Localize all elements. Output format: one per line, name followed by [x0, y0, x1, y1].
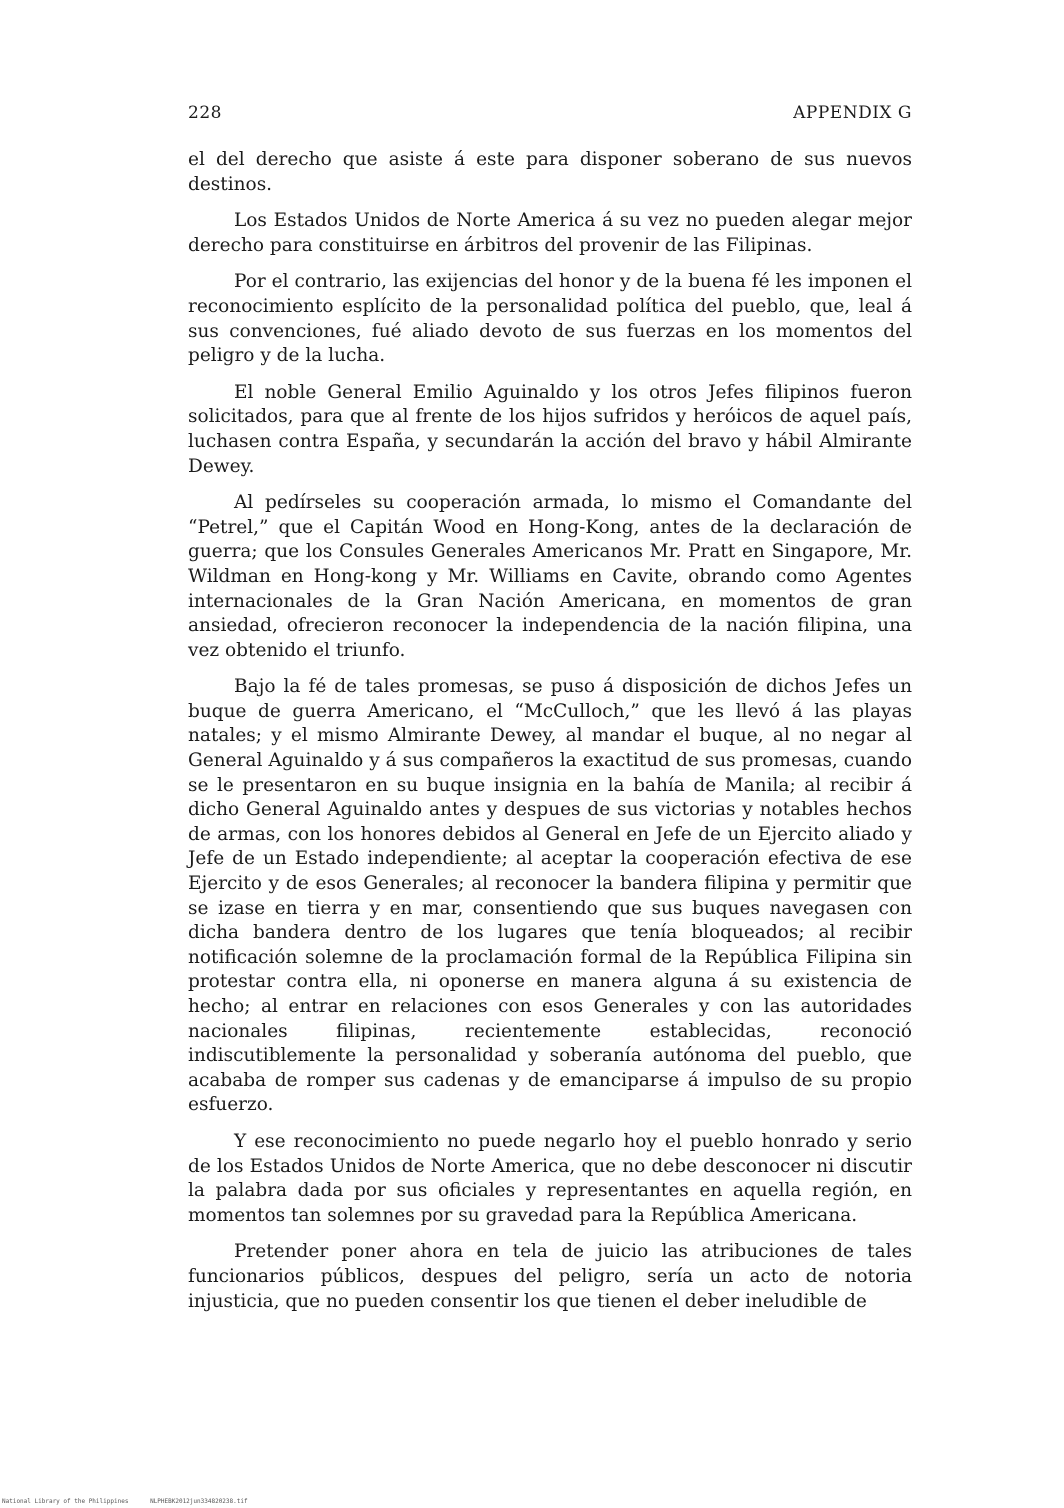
paragraph: Al pedírseles su cooperación armada, lo mismo el Comandante del “Petrel,” que el Capitán Wood en Hong-Kong, antes de la declaración de guerra; que los Consules Generales Americanos Mr. Pratt en Singapore, Mr. Wildman en Hong-kong y Mr. Williams en Cavite, obrando como Agentes internacionales de la Gran Nación Americana, en momentos de gran ansiedad, ofrecieron reconocer la independencia de la nación filipina, una vez obtenido el triunfo.	[188, 492, 912, 661]
paragraph: Y ese reconocimiento no puede negarlo hoy el pueblo honrado y serio de los Estados Unidos de Norte America, que no debe desconocer ni discutir la palabra dada por sus oficiales y representantes en aquella región, en momentos tan solemnes por su gravedad para la República Americana.	[188, 1130, 912, 1226]
paragraph: Por el contrario, las exijencias del honor y de la buena fé les imponen el reconocimiento esplícito de la personalidad política del pueblo, que, leal á sus convenciones, fué aliado devoto de sus fuerzas en los momentos del peligro y de la lucha.	[188, 271, 912, 367]
paragraph: el del derecho que asiste á este para disponer soberano de sus nuevos destinos.	[188, 149, 912, 195]
paragraph: Bajo la fé de tales promesas, se puso á disposición de dichos Jefes un buque de guerra Americano, el “McCulloch,” que les llevó á las playas natales; y el mismo Almirante Dewey, al mandar el buque, al no negar al General Aguinaldo y á sus compañeros la exactitud de sus promesas, cuando se le presentaron en su buque insignia en la bahía de Manila; al recibir á dicho General Aguinaldo antes y despues de sus victorias y notables hechos de armas, con los honores debidos al General en Jefe de un Ejercito aliado y Jefe de un Estado independiente; al aceptar la cooperación efectiva de ese Ejercito y de esos Generales; al reconocer la bandera filipina y permitir que se izase en tierra y en mar, consentiendo que sus buques navegasen con dicha bandera dentro de los lugares que tenía bloqueados; al recibir notificación solemne de la proclamación formal de la República Filipina sin protestar contra ella, ni oponerse en manera alguna á su existencia de hecho; al entrar en relaciones con esos Generales y con las autoridades nacionales filipinas, recientemente establecidas, reconoció indiscutiblemente la personalidad y soberanía autónoma del pueblo, que acababa de romper sus cadenas y de emanciparse á impulso de su propio esfuerzo.	[188, 676, 912, 1116]
scan-footer	[2, 1498, 266, 1505]
footer-library: National Library of the Philippines	[2, 1498, 129, 1505]
paragraph: Pretender poner ahora en tela de juicio las atribuciones de tales funcionarios públicos, despues del peligro, sería un acto de notoria injusticia, que no pueden consentir los que tienen el deber ineludible de	[188, 1241, 912, 1312]
running-title: APPENDIX G	[793, 103, 912, 123]
paragraph: Los Estados Unidos de Norte America á su vez no pueden alegar mejor derecho para constituirse en árbitros del provenir de las Filipinas.	[188, 210, 912, 256]
paragraph: El noble General Emilio Aguinaldo y los otros Jefes filipinos fueron solicitados, para que al frente de los hijos sufridos y heróicos de aquel país, luchasen contra España, y secundarán la acción del bravo y hábil Almirante Dewey.	[188, 381, 912, 477]
page-header	[188, 103, 912, 131]
body-text	[188, 148, 912, 1326]
page-number: 228	[188, 103, 222, 123]
footer-scan-id: NLPHEBK2012jun334820238.tif	[150, 1498, 248, 1505]
